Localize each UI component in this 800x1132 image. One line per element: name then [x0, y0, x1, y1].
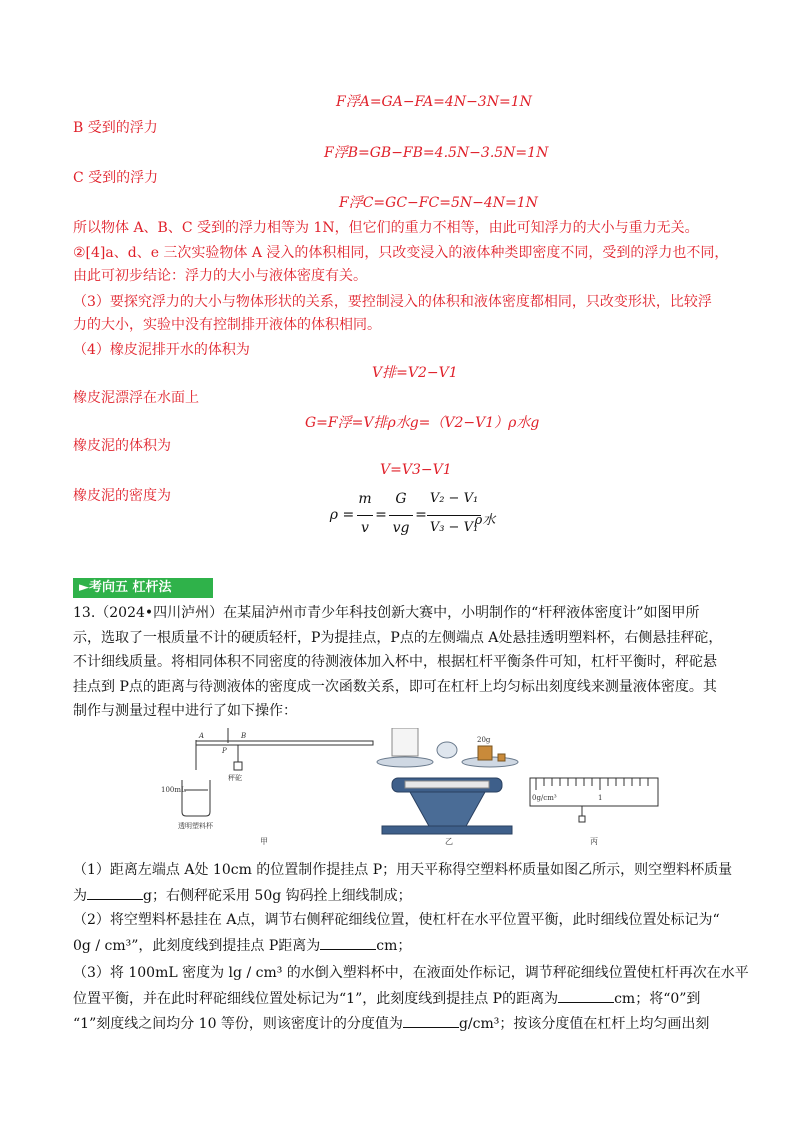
- formula-gravity: G=F浮=V排ρ水g=（V2−V1）ρ水g: [305, 415, 540, 431]
- balance-diagram: [377, 728, 518, 834]
- formula-vg: vg: [392, 520, 410, 536]
- text-line: 橡皮泥漂浮在水面上: [73, 390, 199, 406]
- label-zero: 0g/cm³: [532, 794, 557, 802]
- scale-diagram: [530, 778, 658, 822]
- formula-rho-water: ρ水: [474, 513, 496, 528]
- formula-equals: =: [415, 507, 427, 523]
- label-one: 1: [598, 794, 603, 802]
- label-b: B: [241, 732, 247, 740]
- formula-c: F浮C=GC−FC=5N−4N=1N: [339, 195, 538, 211]
- text-line: ②[4]a、d、e 三次实验物体 A 浸入的体积相同，只改变浸入的液体种类即密度不同，受到的浮力也不同，: [73, 245, 729, 261]
- text-line: （3）要探究浮力的大小与物体形状的关系，要控制浸入的体积和液体密度都相同，只改变形状，比较浮: [73, 294, 712, 310]
- question-line: 13.（2024•四川泸州）在某届泸州市青少年科技创新大赛中，小明制作的“杆秤液体密度计”如图甲所: [73, 605, 700, 621]
- density-formula: [325, 488, 496, 546]
- question-line: 不计细线质量。将相同体积不同密度的待测液体加入杯中，根据杠杆平衡条件可知，杠杆平衡时，秤砣悬: [73, 654, 717, 670]
- text-line: 所以物体 A、B、C 受到的浮力相等为 1N，但它们的重力不相等，由此可知浮力的大小与重力无关。: [73, 220, 699, 236]
- formula-denominator: V₃ − V₁: [429, 520, 479, 535]
- label-weight: 秤砣: [228, 774, 242, 782]
- text-line: B 受到的浮力: [73, 120, 158, 136]
- answer-text: g；右侧秤砣采用 50g 钩码拴上细线制成；: [143, 888, 412, 904]
- answer-text: 位置平衡，并在此时秤砣细线位置处标记为“1”，此刻度线到提挂点 P的距离为: [73, 991, 559, 1007]
- question-line: 制作与测量过程中进行了如下操作：: [73, 703, 297, 719]
- text-line: （4）橡皮泥排开水的体积为: [73, 342, 250, 358]
- experiment-figure: [160, 728, 660, 848]
- text-line: C 受到的浮力: [73, 170, 159, 186]
- formula-equals: =: [375, 507, 387, 523]
- answer-line: [73, 988, 700, 1009]
- answer-text: cm；将“0”到: [614, 991, 701, 1007]
- answer-text: cm；: [376, 938, 412, 954]
- formula-rho: ρ =: [329, 507, 355, 523]
- answer-line: [73, 935, 411, 956]
- formula-m: m: [358, 491, 372, 507]
- answer-blank-1[interactable]: [87, 885, 143, 900]
- answer-line: （3）将 100mL 密度为 lg / cm³ 的水倒入塑料杯中，在液面处作标记，调节秤砣细线位置使杠杆再次在水平: [73, 965, 749, 981]
- formula-b: F浮B=GB−FB=4.5N−3.5N=1N: [324, 145, 549, 161]
- answer-text: 为: [73, 888, 87, 904]
- answer-blank-2[interactable]: [320, 935, 376, 950]
- section-title: ►考向五 杠杆法: [73, 578, 213, 598]
- fraction-bar: [389, 515, 413, 516]
- label-a: A: [199, 732, 205, 740]
- answer-line: （1）距离左端点 A处 10cm 的位置制作提挂点 P；用天平称得空塑料杯质量如图乙所示，则空塑料杯质量: [73, 862, 733, 878]
- formula-numerator: V₂ − V₁: [429, 491, 479, 506]
- answer-text: 0g / cm³”，此刻度线到提挂点 P距离为: [73, 938, 321, 954]
- label-20g: 20g: [477, 736, 491, 744]
- figure-svg: [160, 728, 660, 848]
- label-p: P: [222, 747, 227, 755]
- text-line: 力的大小，实验中没有控制排开液体的体积相同。: [73, 317, 381, 333]
- formula-v-displaced: V排=V2−V1: [372, 365, 458, 381]
- answer-blank-3[interactable]: [558, 988, 614, 1003]
- question-line: 示，选取了一根质量不计的硬质轻杆，P为提挂点，P点的左侧端点 A处悬挂透明塑料杯，右侧悬挂秤砣，: [73, 630, 723, 646]
- answer-line: （2）将空塑料杯悬挂在 A点，调节右侧秤砣细线位置，使杠杆在水平位置平衡，此时细线位置处标记为“: [73, 912, 720, 928]
- formula-volume: V=V3−V1: [380, 462, 452, 478]
- caption-bing: 丙: [590, 837, 598, 846]
- answer-text: “1”刻度线之间均分 10 等份，则该密度计的分度值为: [73, 1016, 403, 1032]
- formula-a: F浮A=GA−FA=4N−3N=1N: [336, 94, 532, 110]
- caption-jia: 甲: [260, 837, 268, 846]
- question-line: 挂点到 P点的距离与待测液体的密度成一次函数关系，即可在杠杆上均匀标出刻度线来测量液体密度。其: [73, 679, 717, 695]
- lever-diagram: [161, 728, 373, 830]
- text-line: 由此可初步结论：浮力的大小与液体密度有关。: [73, 268, 367, 284]
- answer-text: g/cm³；按该分度值在杠杆上均匀画出刻: [458, 1016, 710, 1032]
- label-cup: 透明塑料杯: [178, 822, 213, 830]
- answer-line: [73, 885, 412, 906]
- formula-v: v: [361, 520, 369, 536]
- label-cup-volume: 100mL: [161, 786, 186, 794]
- caption-yi: 乙: [445, 837, 453, 846]
- answer-line: [73, 1013, 709, 1034]
- text-line: 橡皮泥的体积为: [73, 438, 171, 454]
- answer-blank-4[interactable]: [403, 1013, 459, 1028]
- fraction-bar: [357, 515, 373, 516]
- text-line: 橡皮泥的密度为: [73, 488, 171, 504]
- formula-g: G: [395, 491, 407, 507]
